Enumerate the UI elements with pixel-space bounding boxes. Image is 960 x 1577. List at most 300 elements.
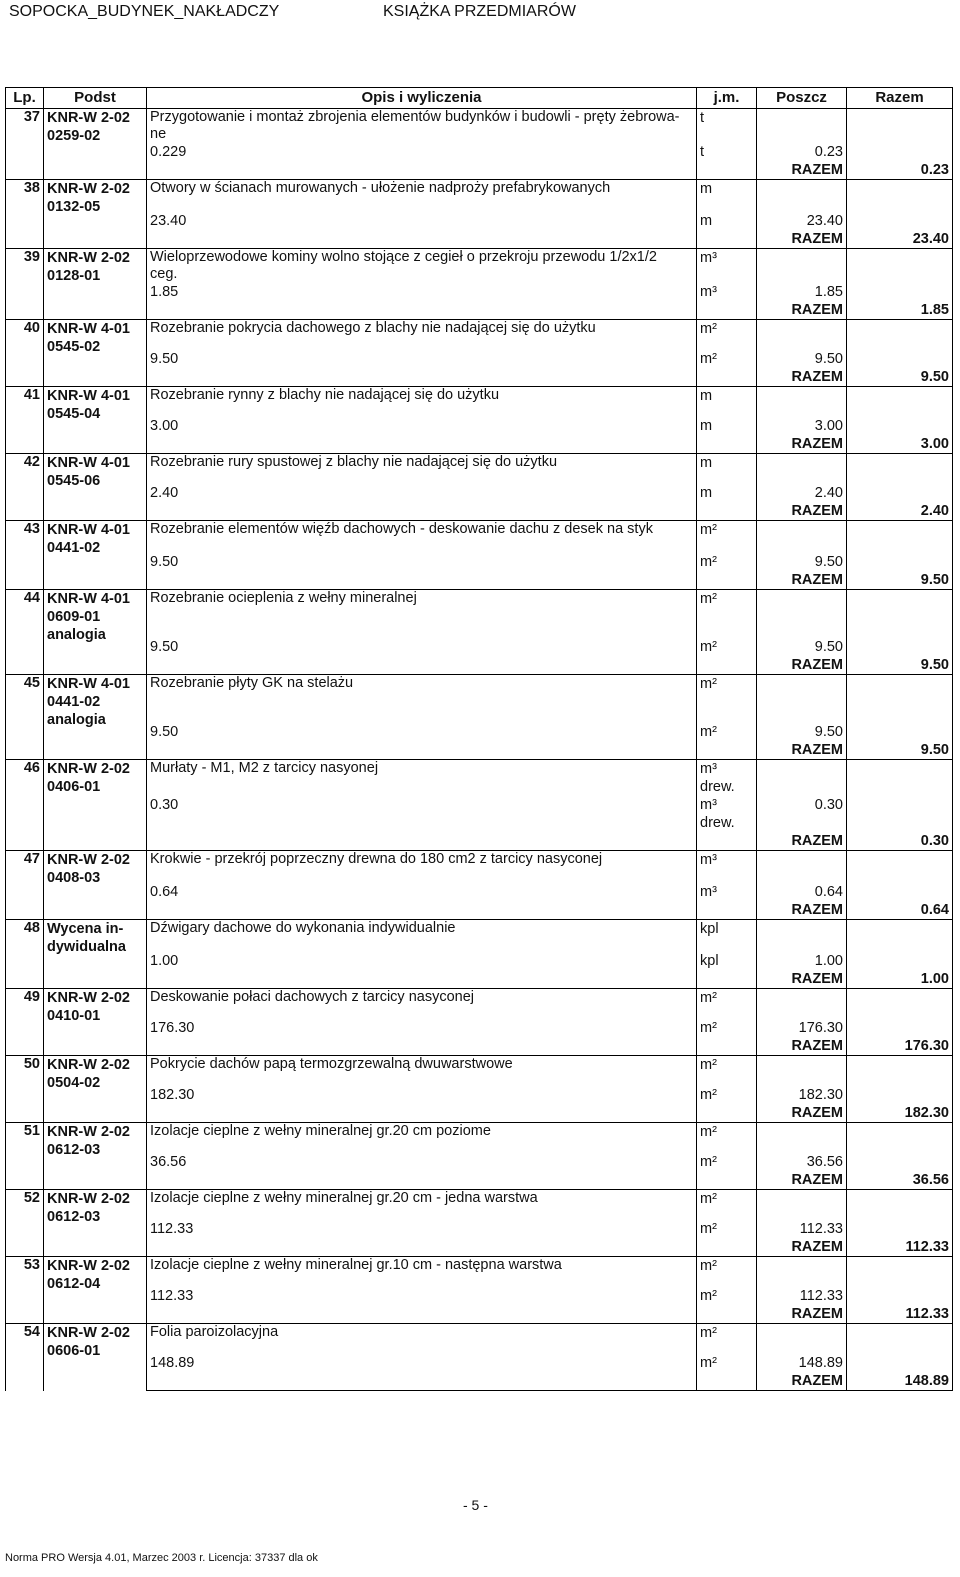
calc-unit: m²: [697, 1086, 757, 1104]
description-line: ne: [150, 126, 167, 142]
poszcz-value: 3.00: [757, 417, 847, 435]
description-line: Rozebranie ocieplenia z wełny mineralnej: [150, 590, 417, 606]
item-razem-empty: [847, 180, 953, 199]
item-unit: m: [697, 180, 757, 199]
item-lp: 45: [6, 675, 44, 760]
spacer-row: [6, 472, 953, 484]
poszcz-value: 0.30: [757, 796, 847, 832]
footer-license: Norma PRO Wersja 4.01, Marzec 2003 r. Licencja: 37337 dla ok: [5, 1552, 318, 1564]
podstawa-line: KNR-W 2-02: [47, 990, 130, 1006]
table-row: [6, 521, 953, 540]
table-row: [6, 851, 953, 870]
podstawa-line: 0128-01: [47, 268, 101, 284]
document-header-title: KSIĄŻKA PRZEDMIARÓW: [383, 3, 576, 20]
item-lp: 40: [6, 320, 44, 387]
calc-value: 23.40: [147, 212, 697, 230]
item-unit: m³: [697, 249, 757, 284]
poszcz-value: 9.50: [757, 553, 847, 571]
calc-unit: m²: [697, 1153, 757, 1171]
item-lp: 41: [6, 387, 44, 454]
page-number: - 5 -: [463, 1497, 488, 1513]
razem-value: 9.50: [847, 741, 953, 760]
item-poszcz-empty: [757, 920, 847, 939]
item-podstawa: [44, 109, 147, 180]
podstawa-line: 0545-02: [47, 339, 101, 355]
item-poszcz-empty: [757, 760, 847, 797]
item-podstawa: [44, 1056, 147, 1123]
razem-label: RAZEM: [757, 368, 847, 387]
podstawa-line: KNR-W 4-01: [47, 321, 130, 337]
item-razem-empty: [847, 989, 953, 1008]
item-razem-empty: [847, 1056, 953, 1075]
item-razem-empty: [847, 109, 953, 144]
description-line: Rozebranie rynny z blachy nie nadającej się do użytku: [150, 387, 500, 403]
table-row: [6, 387, 953, 406]
poszcz-value: 0.23: [757, 143, 847, 161]
calc-row: [6, 1086, 953, 1104]
item-podstawa: [44, 454, 147, 521]
podstawa-line: 0132-05: [47, 199, 101, 215]
item-poszcz-empty: [757, 1123, 847, 1142]
calc-value: 2.40: [147, 484, 697, 502]
calc-value: 0.229: [147, 143, 697, 161]
podstawa-line: 0612-03: [47, 1142, 101, 1158]
calc-value: 9.50: [147, 723, 697, 741]
calc-value: 182.30: [147, 1086, 697, 1104]
col-opis: Opis i wyliczenia: [147, 88, 697, 109]
item-podstawa: [44, 920, 147, 989]
item-podstawa: [44, 760, 147, 851]
col-poszcz: Poszcz: [757, 88, 847, 109]
calc-value: 9.50: [147, 638, 697, 656]
calc-value: 1.00: [147, 952, 697, 970]
item-razem-empty: [847, 320, 953, 339]
podstawa-line: 0504-02: [47, 1075, 101, 1091]
item-lp: 42: [6, 454, 44, 521]
item-unit: m²: [697, 320, 757, 339]
spacer-row: [6, 1007, 953, 1019]
razem-row: [6, 301, 953, 320]
item-podstawa: [44, 590, 147, 675]
table-row: [6, 109, 953, 144]
razem-value: 9.50: [847, 571, 953, 590]
calc-unit: t: [697, 143, 757, 161]
podstawa-line: dywidualna: [47, 939, 126, 955]
item-poszcz-empty: [757, 249, 847, 284]
razem-row: [6, 832, 953, 851]
item-unit: t: [697, 109, 757, 144]
poszcz-value: 112.33: [757, 1287, 847, 1305]
spacer-row: [6, 1141, 953, 1153]
description-line: Rozebranie płyty GK na stelażu: [150, 675, 354, 691]
poszcz-value: 148.89: [757, 1354, 847, 1372]
razem-value: 1.00: [847, 970, 953, 989]
razem-value: 182.30: [847, 1104, 953, 1123]
spacer-row: [6, 1074, 953, 1086]
table-row: [6, 454, 953, 473]
calc-value: 112.33: [147, 1287, 697, 1305]
poszcz-value: 9.50: [757, 723, 847, 741]
description-line: Wieloprzewodowe kominy wolno stojące z cegieł o przekroju przewodu 1/2x1/2: [150, 249, 657, 265]
item-poszcz-empty: [757, 989, 847, 1008]
item-poszcz-empty: [757, 387, 847, 406]
item-razem-empty: [847, 249, 953, 284]
podstawa-line: KNR-W 4-01: [47, 676, 130, 692]
calc-unit: m³ drew.: [697, 796, 757, 832]
item-podstawa: [44, 1190, 147, 1257]
poszcz-value: 23.40: [757, 212, 847, 230]
item-razem-empty: [847, 454, 953, 473]
poszcz-value: 182.30: [757, 1086, 847, 1104]
col-razem: Razem: [847, 88, 953, 109]
calc-unit: kpl: [697, 952, 757, 970]
item-description: [147, 851, 697, 870]
poszcz-value: 9.50: [757, 350, 847, 368]
calc-unit: m²: [697, 350, 757, 368]
spacer-row: [6, 608, 953, 638]
item-lp: 47: [6, 851, 44, 920]
item-poszcz-empty: [757, 675, 847, 694]
podstawa-line: KNR-W 2-02: [47, 1325, 130, 1341]
item-razem-empty: [847, 1123, 953, 1142]
item-unit: m²: [697, 1123, 757, 1142]
razem-row: [6, 435, 953, 454]
item-poszcz-empty: [757, 1190, 847, 1209]
item-unit: m³: [697, 851, 757, 870]
spacer-row: [6, 938, 953, 952]
item-razem-empty: [847, 590, 953, 609]
razem-label: RAZEM: [757, 1238, 847, 1257]
item-razem-empty: [847, 1257, 953, 1276]
razem-label: RAZEM: [757, 161, 847, 180]
podstawa-line: 0408-03: [47, 870, 101, 886]
item-description: [147, 989, 697, 1008]
description-line: Pokrycie dachów papą termozgrzewalną dwuwarstwowe: [150, 1056, 513, 1072]
razem-row: [6, 1305, 953, 1324]
description-line: Izolacje cieplne z wełny mineralnej gr.20 cm poziome: [150, 1123, 491, 1139]
calc-unit: m³: [697, 283, 757, 301]
item-description: [147, 1190, 697, 1209]
podstawa-line: KNR-W 2-02: [47, 110, 130, 126]
calc-row: [6, 417, 953, 435]
podstawa-line: 0410-01: [47, 1008, 101, 1024]
table-row: [6, 989, 953, 1008]
razem-row: [6, 161, 953, 180]
razem-row: [6, 656, 953, 675]
description-line: Izolacje cieplne z wełny mineralnej gr.20 cm - jedna warstwa: [150, 1190, 538, 1206]
podstawa-line: KNR-W 2-02: [47, 1124, 130, 1140]
razem-label: RAZEM: [757, 741, 847, 760]
item-lp: 51: [6, 1123, 44, 1190]
spacer-row: [6, 693, 953, 723]
item-unit: m³ drew.: [697, 760, 757, 797]
item-poszcz-empty: [757, 851, 847, 870]
item-lp: 48: [6, 920, 44, 989]
spacer-row: [6, 1342, 953, 1354]
razem-label: RAZEM: [757, 656, 847, 675]
calc-row: [6, 952, 953, 970]
item-description: [147, 1257, 697, 1276]
podstawa-line: 0441-02: [47, 540, 101, 556]
podstawa-line: KNR-W 4-01: [47, 388, 130, 404]
poszcz-value: 176.30: [757, 1019, 847, 1037]
podstawa-line: KNR-W 2-02: [47, 1191, 130, 1207]
item-podstawa: [44, 851, 147, 920]
table-row: [6, 920, 953, 939]
calc-value: 176.30: [147, 1019, 697, 1037]
item-podstawa: [44, 989, 147, 1056]
calc-unit: m: [697, 484, 757, 502]
podstawa-line: 0606-01: [47, 1343, 101, 1359]
description-line: Deskowanie połaci dachowych z tarcicy nasyconej: [150, 989, 474, 1005]
podstawa-line: 0441-02: [47, 694, 101, 710]
razem-label: RAZEM: [757, 1372, 847, 1391]
calc-row: [6, 1287, 953, 1305]
razem-row: [6, 1037, 953, 1056]
item-razem-empty: [847, 675, 953, 694]
item-podstawa: [44, 1123, 147, 1190]
razem-row: [6, 741, 953, 760]
item-description: [147, 1324, 697, 1343]
item-poszcz-empty: [757, 454, 847, 473]
podstawa-line: 0406-01: [47, 779, 101, 795]
calc-row: [6, 212, 953, 230]
description-line: Otwory w ścianach murowanych - ułożenie nadproży prefabrykowanych: [150, 180, 611, 196]
podstawa-line: KNR-W 4-01: [47, 522, 130, 538]
razem-value: 176.30: [847, 1037, 953, 1056]
item-poszcz-empty: [757, 1056, 847, 1075]
poszcz-value: 9.50: [757, 638, 847, 656]
calc-row: [6, 1019, 953, 1037]
item-lp: 50: [6, 1056, 44, 1123]
table-row: [6, 760, 953, 797]
podstawa-line: KNR-W 2-02: [47, 1258, 130, 1274]
razem-label: RAZEM: [757, 1104, 847, 1123]
razem-label: RAZEM: [757, 435, 847, 454]
spacer-row: [6, 539, 953, 553]
item-unit: m²: [697, 989, 757, 1008]
item-lp: 44: [6, 590, 44, 675]
calc-unit: m²: [697, 1019, 757, 1037]
podstawa-line: Wycena in-: [47, 921, 124, 937]
item-description: [147, 454, 697, 473]
razem-label: RAZEM: [757, 1171, 847, 1190]
table-row: [6, 1190, 953, 1209]
item-razem-empty: [847, 851, 953, 870]
calc-unit: m²: [697, 638, 757, 656]
calc-row: [6, 638, 953, 656]
item-poszcz-empty: [757, 1257, 847, 1276]
item-poszcz-empty: [757, 180, 847, 199]
calc-unit: m²: [697, 723, 757, 741]
item-razem-empty: [847, 920, 953, 939]
item-razem-empty: [847, 760, 953, 797]
spacer-row: [6, 869, 953, 883]
item-unit: m: [697, 387, 757, 406]
item-lp: 46: [6, 760, 44, 851]
item-podstawa: [44, 675, 147, 760]
podstawa-line: 0612-03: [47, 1209, 101, 1225]
calc-row: [6, 553, 953, 571]
podstawa-line: 0545-06: [47, 473, 101, 489]
item-description: [147, 521, 697, 540]
razem-value: 9.50: [847, 368, 953, 387]
razem-row: [6, 502, 953, 521]
item-lp: 39: [6, 249, 44, 320]
cost-table: [5, 87, 953, 1391]
poszcz-value: 112.33: [757, 1220, 847, 1238]
calc-unit: m²: [697, 1287, 757, 1305]
item-podstawa: [44, 1257, 147, 1324]
col-lp: Lp.: [6, 88, 44, 109]
podstawa-line: KNR-W 2-02: [47, 181, 130, 197]
item-unit: m²: [697, 1257, 757, 1276]
razem-value: 1.85: [847, 301, 953, 320]
podstawa-line: KNR-W 2-02: [47, 250, 130, 266]
calc-row: [6, 484, 953, 502]
item-poszcz-empty: [757, 1324, 847, 1343]
item-lp: 49: [6, 989, 44, 1056]
calc-unit: m²: [697, 553, 757, 571]
description-line: Dźwigary dachowe do wykonania indywidualnie: [150, 920, 456, 936]
podstawa-line: KNR-W 2-02: [47, 761, 130, 777]
calc-value: 9.50: [147, 350, 697, 368]
table-header-row: [6, 88, 953, 109]
razem-row: [6, 1238, 953, 1257]
razem-label: RAZEM: [757, 1037, 847, 1056]
item-description: [147, 1056, 697, 1075]
calc-value: 1.85: [147, 283, 697, 301]
description-line: ceg.: [150, 266, 178, 282]
razem-label: RAZEM: [757, 1305, 847, 1324]
razem-row: [6, 1372, 953, 1391]
razem-label: RAZEM: [757, 502, 847, 521]
razem-row: [6, 970, 953, 989]
razem-label: RAZEM: [757, 571, 847, 590]
item-description: [147, 180, 697, 199]
item-description: [147, 760, 697, 797]
item-description: [147, 387, 697, 406]
description-line: Rozebranie elementów więźb dachowych - deskowanie dachu z desek na styk: [150, 521, 653, 537]
item-description: [147, 675, 697, 694]
item-lp: 38: [6, 180, 44, 249]
razem-label: RAZEM: [757, 901, 847, 920]
podstawa-line: analogia: [47, 627, 106, 643]
calc-value: 3.00: [147, 417, 697, 435]
description-line: Rozebranie pokrycia dachowego z blachy nie nadającej się do użytku: [150, 320, 596, 336]
razem-value: 112.33: [847, 1238, 953, 1257]
item-unit: m²: [697, 1324, 757, 1343]
item-podstawa: [44, 320, 147, 387]
poszcz-value: 0.64: [757, 883, 847, 901]
item-unit: kpl: [697, 920, 757, 939]
calc-value: 36.56: [147, 1153, 697, 1171]
razem-row: [6, 230, 953, 249]
table-row: [6, 249, 953, 284]
col-jm: j.m.: [697, 88, 757, 109]
razem-row: [6, 368, 953, 387]
calc-value: 0.30: [147, 796, 697, 832]
calc-unit: m³: [697, 883, 757, 901]
poszcz-value: 1.85: [757, 283, 847, 301]
table-row: [6, 1056, 953, 1075]
calc-unit: m²: [697, 1220, 757, 1238]
item-description: [147, 109, 697, 144]
item-description: [147, 1123, 697, 1142]
document-header-left: SOPOCKA_BUDYNEK_NAKŁADCZY: [9, 3, 280, 20]
table-row: [6, 675, 953, 694]
item-unit: m²: [697, 1056, 757, 1075]
calc-value: 148.89: [147, 1354, 697, 1372]
item-description: [147, 320, 697, 339]
item-podstawa: [44, 521, 147, 590]
item-razem-empty: [847, 1324, 953, 1343]
razem-value: 23.40: [847, 230, 953, 249]
spacer-row: [6, 1208, 953, 1220]
podstawa-line: 0612-04: [47, 1276, 101, 1292]
razem-label: RAZEM: [757, 832, 847, 851]
item-razem-empty: [847, 387, 953, 406]
calc-row: [6, 723, 953, 741]
razem-row: [6, 1171, 953, 1190]
razem-value: 0.30: [847, 832, 953, 851]
podstawa-line: KNR-W 4-01: [47, 455, 130, 471]
razem-value: 36.56: [847, 1171, 953, 1190]
razem-row: [6, 571, 953, 590]
razem-label: RAZEM: [757, 301, 847, 320]
item-unit: m²: [697, 590, 757, 609]
item-lp: 53: [6, 1257, 44, 1324]
podstawa-line: 0545-04: [47, 406, 101, 422]
razem-value: 0.64: [847, 901, 953, 920]
item-podstawa: [44, 249, 147, 320]
calc-value: 112.33: [147, 1220, 697, 1238]
razem-label: RAZEM: [757, 230, 847, 249]
razem-value: 112.33: [847, 1305, 953, 1324]
description-line: Krokwie - przekrój poprzeczny drewna do 180 cm2 z tarcicy nasyconej: [150, 851, 603, 867]
item-razem-empty: [847, 521, 953, 540]
calc-row: [6, 883, 953, 901]
calc-unit: m²: [697, 1354, 757, 1372]
poszcz-value: 2.40: [757, 484, 847, 502]
razem-row: [6, 901, 953, 920]
razem-row: [6, 1104, 953, 1123]
razem-label: RAZEM: [757, 970, 847, 989]
item-poszcz-empty: [757, 109, 847, 144]
razem-value: 9.50: [847, 656, 953, 675]
item-podstawa: [44, 387, 147, 454]
poszcz-value: 1.00: [757, 952, 847, 970]
item-poszcz-empty: [757, 320, 847, 339]
item-podstawa: [44, 180, 147, 249]
table-row: [6, 1324, 953, 1343]
spacer-row: [6, 198, 953, 212]
item-poszcz-empty: [757, 521, 847, 540]
calc-value: 0.64: [147, 883, 697, 901]
spacer-row: [6, 338, 953, 350]
table-row: [6, 590, 953, 609]
description-line: Folia paroizolacyjna: [150, 1324, 279, 1340]
razem-value: 148.89: [847, 1372, 953, 1391]
calc-row: [6, 350, 953, 368]
table-row: [6, 180, 953, 199]
item-poszcz-empty: [757, 590, 847, 609]
podstawa-line: KNR-W 2-02: [47, 1057, 130, 1073]
podstawa-line: KNR-W 2-02: [47, 852, 130, 868]
razem-value: 3.00: [847, 435, 953, 454]
razem-value: 0.23: [847, 161, 953, 180]
calc-row: [6, 1220, 953, 1238]
